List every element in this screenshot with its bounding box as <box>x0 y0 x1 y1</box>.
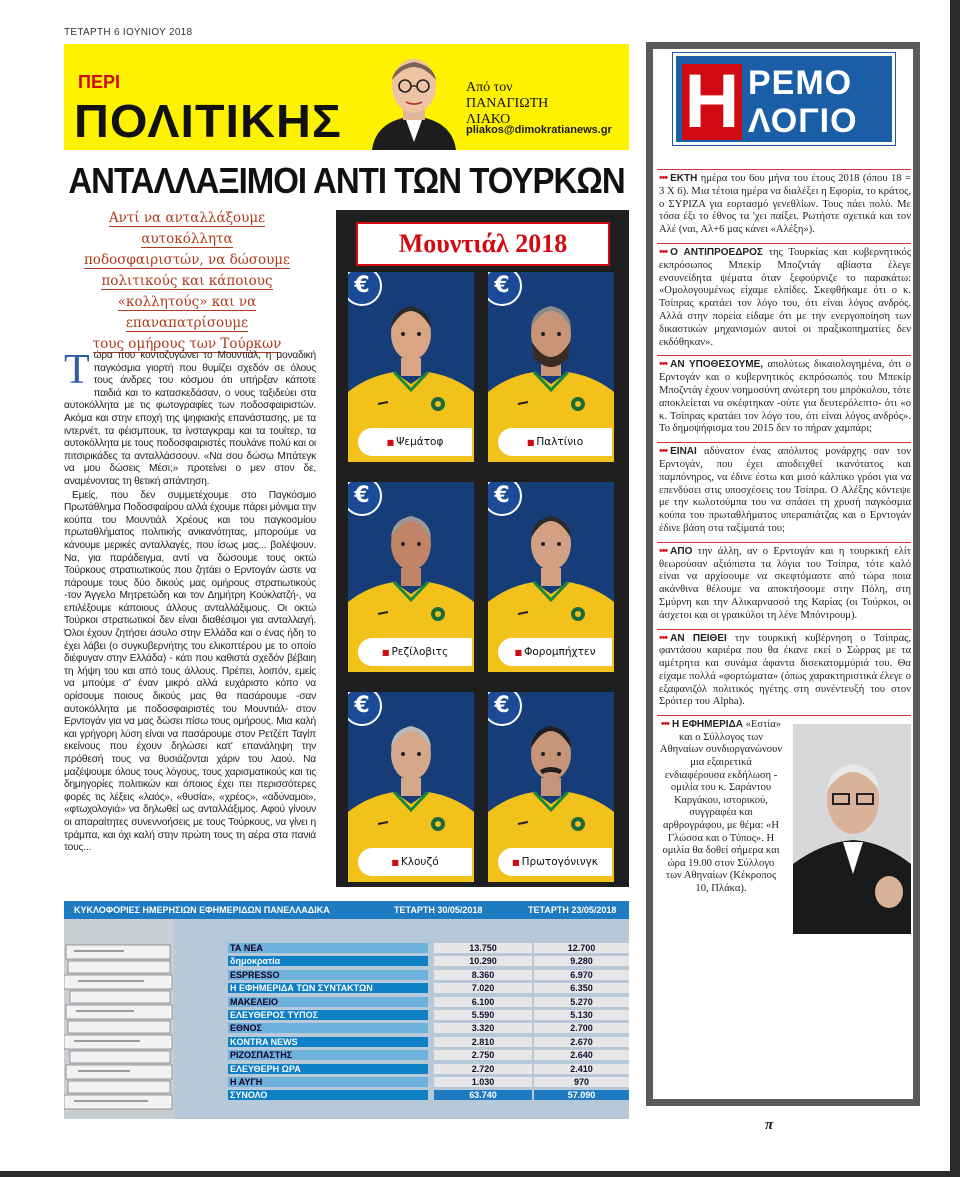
value-23-05: 9.280 <box>534 956 629 966</box>
table-row <box>174 1064 629 1075</box>
newspaper-name: ESPRESSO <box>228 970 428 980</box>
newspaper-stack-image <box>64 919 174 1119</box>
table-row <box>174 970 629 981</box>
table-row <box>174 983 629 994</box>
diary-item-lead: ΑΝ ΥΠΟΘΕΣΟΥΜΕ, <box>670 359 764 371</box>
mundial-title: Μουντιάλ 2018 <box>356 222 610 266</box>
diary-item <box>657 542 911 629</box>
imerologio-column <box>646 42 920 1133</box>
imerologio-items <box>657 169 911 902</box>
logo-letter: Η <box>682 64 742 140</box>
table-row <box>174 1090 629 1101</box>
sticker-card <box>348 482 474 672</box>
table-row <box>174 997 629 1008</box>
circulation-table <box>64 901 629 1119</box>
value-30-05: 6.100 <box>434 997 532 1007</box>
table-row <box>174 943 629 954</box>
newspaper-name: ΕΘΝΟΣ <box>228 1023 428 1033</box>
diary-item-text: της Τουρκίας και κυβερνητικός εκπρόσωπος Μπεκίρ Μποζντάγ αβίαστα έλεγε ενσυνείδητα ψέματα όταν ξεφούρνιζε το παρακάτω: «Ομολογουμένως είχαμε ελπίδες. Σκεφθήκαμε ότι ο κ. Τσίπρας κρατάει τον λόγο του, ότι είναι λόγος ανδρός. Αλλά στην πορεία είδαμε ότι με την ενεργοποίηση των δικαστικών μηχανισμών αυτοί οι πραξικοπηματίες δεν εκδόθηκαν». <box>659 246 912 348</box>
diary-item-text: ημέρα του 6ου μήνα του έτους 2018 (όπου 18 = 3 X 6). Μια τέτοια ημέρα να διαλέξει η Εφορία, το κράτος, ο ΣΥΡΙΖΑ για εορτασμό γενεθλίων. Τους πάει πολύ. Με τόσα έξι το έθνος τα 'χει παίξει. Ρωτήστε σχετικά και τον Αλέ (ναι, Αλ+6 μας κάνει «Αλέξη»). <box>659 173 911 236</box>
diary-item-text: αδύνατον ένας απόλυτος μονάρχης σαν τον Ερντογάν, που έχει αποδειχθεί ικανότατος και παμπόνηρος, να έδινε έστω και μισό κάλπικο γρόσι για να επενδύσει στις υποσχέσεις του Τσίπρα. Ο Αλέξης κόντεψε με την κωλοτούμπα του να σπάσει τη χρυσή παγκόσμια κούπα του πρωταθλήματος υπεραπιάτζας και ο Ερντογάν έδινε βάση στα ταξίματά του; <box>659 446 911 534</box>
diary-item-text: «Εστία» και ο Σύλλογος των Αθηναίων συνδιοργανώνουν μια εξαιρετικά ενδιαφέρουσα εκδήλωση - ομιλία του κ. Σαράντου Καργάκου, ιστορικού, συγγραφέα και αρθρογράφου, με θέμα: «Η Γλώσσα και ο Τύπος». Η ομιλία θα δοθεί σήμερα και ώρα 19.00 στον Σύλλογο των Αθηναίων (Κέκροπος 10, Πλάκα). <box>659 719 783 894</box>
diary-item <box>657 629 911 716</box>
diary-item <box>657 169 911 243</box>
column-banner <box>64 44 629 150</box>
diary-item-text: την τουρκική κυβέρνηση ο Τσίπρας, φαντάσου καριέρα που θα έκανε εκεί ο Σώρρας με τα αμέτρητα και συνάμα άφαντα δισεκατομμύριά του. Θα είχαμε πολλά «φορτώματα» (όπως χαρακτηριστικά έλεγε ο εξαφανιζόλ πολιτικός ηγέτης στη συνέντευξή του στον Σρόιτερ του Alpha). <box>659 632 911 708</box>
sticker-name: ■ Ρεζίλοβιτς <box>358 638 472 666</box>
sticker-card <box>348 272 474 462</box>
euro-badge-icon: € <box>348 482 382 516</box>
table-row <box>174 1037 629 1048</box>
newspaper-name: Η ΕΦΗΜΕΡΙΔΑ ΤΩΝ ΣΥΝΤΑΚΤΩΝ <box>228 983 428 993</box>
sticker-card <box>348 692 474 882</box>
diary-item-text: απολύτως δικαιολογημένα, ότι ο Ερντογάν και ο κυβερνητικός εκπρόσωπός του Μπεκίρ Μποζντάγ έχουν νοημοσύνη ανώτερη του μπρόκολου, τότε αποκλείεται να σκέφτηκαν -ούτε για δευτερόλεπτο- ότι «ο κ. Τσίπρας κρατάει τον λόγο του, ότι είναι λόγος ανδρός». Το δημοψήφισμα του 2015 δεν το πήραν χαμπάρι; <box>659 359 912 435</box>
diary-item-lead: Ο ΑΝΤΙΠΡΟΕΔΡΟΣ <box>670 246 763 258</box>
newspaper-name: KONTRA NEWS <box>228 1037 428 1047</box>
banner-peri: ΠΕΡΙ <box>78 72 121 92</box>
value-30-05: 8.360 <box>434 970 532 980</box>
newspaper-name: ΡΙΖΟΣΠΑΣΤΗΣ <box>228 1050 428 1060</box>
sticker-name: ■ Παλτίνιο <box>498 428 612 456</box>
table-row <box>174 956 629 967</box>
article-body: Τώρα που κοντοζυγώνει το Μουντιάλ, η μοναδική παγκόσμια γιορτή που θυμίζει σχεδόν σε όλους τους άνδρες του κόσμου ότι υπήρξαν κάποτε παιδιά και το κατασκεδάσαν, ο νους ταξιδεύει στα αυτοκόλλητα με τις φωτογραφίες των ποδοσφαιριστών. Ακόμα και στην εποχή της ψηφιακής επανάστασης, με τα ιντερνέτ, τα φέισμπουκ, τα ίνσταγκραμ και τα τουίτερ, τα αυτοκόλλητα με τους ποδοσφαιριστές πουλάνε πολύ και οι πιτσιρικάδες τα ανταλλάσσουν. «Να σου δώσω Μπάτεγκ να μου δώσεις Μέσι;» προτείνει ο μεν στον δε, αναμένοντας τη θετική απάντηση. Εμείς, που δεν συμμετέχουμε στο Παγκόσμιο Πρωτάθλημα Ποδοσφαίρου αλλά έχουμε πάρει μόνιμα την κούπα του Μουντιάλ Χρέους και του παγκοσμίου πρωταθλήματος πολιτικής ανικανότητας, μπορούμε να κάνουμε μερικές ανταλλαγές, που ίσως μας... βολέψουν. Να, για παράδειγμα, αντί να δώσουμε τους οκτώ Τούρκους στρατιωτικούς που ζητάει ο Ερντογάν ώστε να πάρουμε τους δύο δικούς μας ομήρους στρατιωτικούς -τον Άγγελο Μητρετώδη και τον Δημήτρη Κούκλατζή-, να επιλέξουμε κάποιους άλλους ανταλλάξιμους. Οι οκτώ Τούρκοι στρατιωτικοί δεν είναι διαθέσιμοι για ανταλλαγή. Όλοι έχουν ζητήσει άσυλο στην Ελλάδα και ο ένας ήδη το έχει λάβει (ο συγκυβερνήτης του ελικοπτέρου με το οποίο διέφυγαν στην Ελλάδα) - κάτι που καθιστά σχεδόν βέβαιη τη λήψη του και από τους άλλους. Πρέπει, λοιπόν, εμείς να μπούμε σ' έναν μικρό αλλά ευχάριστο κόπο να ορίσουμε ποιους δικούς μας θα πασάρουμε -σαν αυτοκόλλητα με ποδοσφαιριστές του Μουντιάλ- στον Ερντογάν για να μας δώσει πίσω τους ομήρους. Μια καλή και γρήγορη λύση είναι να πασάρουμε στον Ρετζέπ Ταγίπ εκείνους που έχουν δηλώσει κατ' επανάληψη την πρόθεσή τους να θυσιάζονται χάριν του λαού. Να μαζέψουμε όλους τους λόγους, τους χαρισματικούς και τις δημηγορίες πολιτικών και όποιος έχει πει περισσότερες φορές τις λέξεις «λαός», «θυσία», «χρέος», «αδύναμοι», «φτωχολογιά» να δηλωθεί ως ανταλλάξιμος. Αφού γίνουν οι απαραίτητες συνεννοήσεις με τους Τούρκους, να γίνει η τράμπα, και όχι καλή στην πρώτη τους τη αέρα στα πανιά τους... <box>64 347 316 854</box>
euro-badge-icon: € <box>348 692 382 726</box>
issue-date: ΤΕΤΑΡΤΗ 6 ΙΟΥΝΙΟΥ 2018 <box>64 27 193 38</box>
red-dots-icon: ••• <box>659 173 668 184</box>
author-email[interactable]: pliakos@dimokratianews.gr <box>466 124 612 136</box>
value-30-05: 2.810 <box>434 1037 532 1047</box>
red-dots-icon: ••• <box>659 632 668 644</box>
red-dots-icon: ••• <box>659 446 668 458</box>
value-30-05: 1.030 <box>434 1077 532 1087</box>
red-dots-icon: ••• <box>659 545 668 557</box>
red-dots-icon: ••• <box>659 359 668 371</box>
sticker-card <box>488 272 614 462</box>
euro-badge-icon: € <box>348 272 382 306</box>
author-byline: Από τον ΠΑΝΑΓΙΩΤΗ ΛΙΑΚΟ <box>466 80 549 127</box>
diary-item <box>657 243 911 355</box>
circulation-col1: ΤΕΤΑΡΤΗ 30/05/2018 <box>394 905 483 915</box>
value-23-05: 57.090 <box>534 1090 629 1100</box>
value-30-05: 2.750 <box>434 1050 532 1060</box>
value-23-05: 6.970 <box>534 970 629 980</box>
table-row <box>174 1050 629 1061</box>
newspaper-name: ΤΑ ΝΕΑ <box>228 943 428 953</box>
newspaper-name: Η ΑΥΓΗ <box>228 1077 428 1087</box>
sticker-name: ■ Φορομπήχτεν <box>498 638 612 666</box>
sticker-name: ■ Ψεμάτοφ <box>358 428 472 456</box>
diary-item <box>657 355 911 442</box>
value-23-05: 2.700 <box>534 1023 629 1033</box>
diary-item-lead: Η ΕΦΗΜΕΡΙΔΑ <box>672 719 743 731</box>
table-row <box>174 1023 629 1034</box>
speaker-photo <box>793 724 911 934</box>
logo-line2: ΛΟΓΙΟ <box>748 102 858 140</box>
value-30-05: 10.290 <box>434 956 532 966</box>
value-23-05: 970 <box>534 1077 629 1087</box>
sticker-card <box>488 482 614 672</box>
mundial-sticker-panel <box>336 210 629 887</box>
author-portrait <box>368 50 460 150</box>
value-30-05: 13.750 <box>434 943 532 953</box>
diary-item <box>657 442 911 542</box>
diary-item-lead: ΕΚΤΗ <box>670 173 698 184</box>
sticker-name: ■ Πρωτογόνινγκ <box>498 848 612 876</box>
red-dots-icon: ••• <box>660 719 670 731</box>
euro-badge-icon: € <box>488 482 522 516</box>
diary-item-text: την άλλη, αν ο Ερντογάν και η τουρκική ελίτ θεωρούσαν αξιόπιστα τα λόγια του Τσίπρα, τότε καλό είναι να αρχίσουμε να σκεφτόμαστε από τώρα ποια ακάνθινα θέλουμε να αποκτήσουμε στην Πόλη, στη Σμύρνη και την Αλικαρνασσό της Καρίας (οι Τούρκοι, οι άσχετοι και οι γραικύλοι τη λένε Μπόντρουμ). <box>659 545 911 621</box>
signature: π <box>765 1117 774 1133</box>
article-headline: ΑΝΤΑΛΛΑΞΙΜΟΙ ΑΝΤΙ ΤΩΝ ΤΟΥΡΚΩΝ <box>68 160 625 201</box>
circulation-col2: ΤΕΤΑΡΤΗ 23/05/2018 <box>528 905 617 915</box>
circulation-header <box>64 901 629 919</box>
table-row <box>174 1010 629 1021</box>
value-30-05: 63.740 <box>434 1090 532 1100</box>
value-23-05: 5.270 <box>534 997 629 1007</box>
logo-line1: ΡΕΜΟ <box>748 64 853 102</box>
banner-title: ΠΟΛΙΤΙΚΗΣ <box>74 95 342 147</box>
drop-cap: Τ <box>64 347 90 393</box>
value-23-05: 5.130 <box>534 1010 629 1020</box>
diary-item-lead: ΑΠΟ <box>670 545 693 557</box>
article-paragraph: Εμείς, που δεν συμμετέχουμε στο Παγκόσμιο Πρωτάθλημα Ποδοσφαίρου αλλά έχουμε πάρει μόνιμα την κούπα του Μουντιάλ Χρέους και του παγκοσμίου πρωταθλήματος πολιτικής ανικανότητας, μπορούμε να κάνουμε μερικές ανταλλαγές, που ίσως μας... βολέψουν. Να, για παράδειγμα, αντί να δώσουμε τους οκτώ Τούρκους στρατιωτικούς που ζητάει ο Ερντογάν ώστε να πάρουμε τους δύο δικούς μας ομήρους στρατιωτικούς -τον Άγγελο Μητρετώδη και τον Δημήτρη Κούκλατζή-, να επιλέξουμε κάποιους άλλους ανταλλάξιμους. Οι οκτώ Τούρκοι στρατιωτικοί δεν είναι διαθέσιμοι για ανταλλαγή. Όλοι έχουν ζητήσει άσυλο στην Ελλάδα και ο ένας ήδη το έχει λάβει (ο συγκυβερνήτης του ελικοπτέρου με το οποίο διέφυγαν στην Ελλάδα) - κάτι που καθιστά σχεδόν βέβαιη τη λήψη του και από τους άλλους. Πρέπει, λοιπόν, εμείς να μπούμε σ' έναν μικρό αλλά ευχάριστο κόπο να ορίσουμε ποιους δικούς μας θα πασάρουμε -σαν αυτοκόλλητα με ποδοσφαιριστές του Μουντιάλ- στον Ερντογάν για να μας δώσει πίσω τους ομήρους. Μια καλή και γρήγορη λύση είναι να πασάρουμε στον Ρετζέπ Ταγίπ εκείνους που έχουν δηλώσει κατ' επανάληψη την πρόθεσή τους να θυσιάζονται χάριν του λαού. Να μαζέψουμε όλους τους λόγους, τους χαρισματικούς και τις δημηγορίες πολιτικών και όποιος έχει πει περισσότερες φορές τις λέξεις «λαός», «θυσία», «χρέος», «αδύναμοι», «φτωχολογιά» να δηλωθεί ως ανταλλάξιμος. Αφού γίνουν οι απαραίτητες συνεννοήσεις με τους Τούρκους, να γίνει η τράμπα, και όχι καλή στην πρώτη τους τη αέρα στα πανιά τους... <box>64 489 316 854</box>
article-subhead: Αντί να ανταλλάξουμε αυτοκόλλητα ποδοσφαιριστών, να δώσουμε πολιτικούς και κάποιους «κολλητούς» και να επαναπατρίσουμε τους ομήρους των Τούρκων <box>83 210 291 352</box>
value-23-05: 2.410 <box>534 1064 629 1074</box>
circulation-title: ΚΥΚΛΟΦΟΡΙΕΣ ΗΜΕΡΗΣΙΩΝ ΕΦΗΜΕΡΙΔΩΝ ΠΑΝΕΛΛΑΔΙΚΑ <box>74 905 330 915</box>
newspaper-name: ΕΛΕΥΘΕΡΗ ΩΡΑ <box>228 1064 428 1074</box>
euro-badge-icon: € <box>488 272 522 306</box>
sticker-name: ■ Κλουζό <box>358 848 472 876</box>
euro-badge-icon: € <box>488 692 522 726</box>
newspaper-name: δημοκρατία <box>228 956 428 966</box>
value-30-05: 7.020 <box>434 983 532 993</box>
value-30-05: 3.320 <box>434 1023 532 1033</box>
diary-item-lead: ΑΝ ΠΕΙΘΕΙ <box>670 632 727 644</box>
diary-item-event <box>657 715 911 901</box>
newspaper-name: ΣΥΝΟΛΟ <box>228 1090 428 1100</box>
red-dots-icon: ••• <box>659 246 668 258</box>
value-30-05: 5.590 <box>434 1010 532 1020</box>
newspaper-name: ΜΑΚΕΛΕΙΟ <box>228 997 428 1007</box>
circulation-rows <box>64 919 629 1119</box>
value-23-05: 2.670 <box>534 1037 629 1047</box>
imerologio-logo <box>673 53 895 145</box>
value-23-05: 6.350 <box>534 983 629 993</box>
diary-item-lead: ΕΙΝΑΙ <box>670 446 697 458</box>
table-row <box>174 1077 629 1088</box>
newspaper-name: ΕΛΕΥΘΕΡΟΣ ΤΥΠΟΣ <box>228 1010 428 1020</box>
value-30-05: 2.720 <box>434 1064 532 1074</box>
sticker-card <box>488 692 614 882</box>
value-23-05: 12.700 <box>534 943 629 953</box>
value-23-05: 2.640 <box>534 1050 629 1060</box>
